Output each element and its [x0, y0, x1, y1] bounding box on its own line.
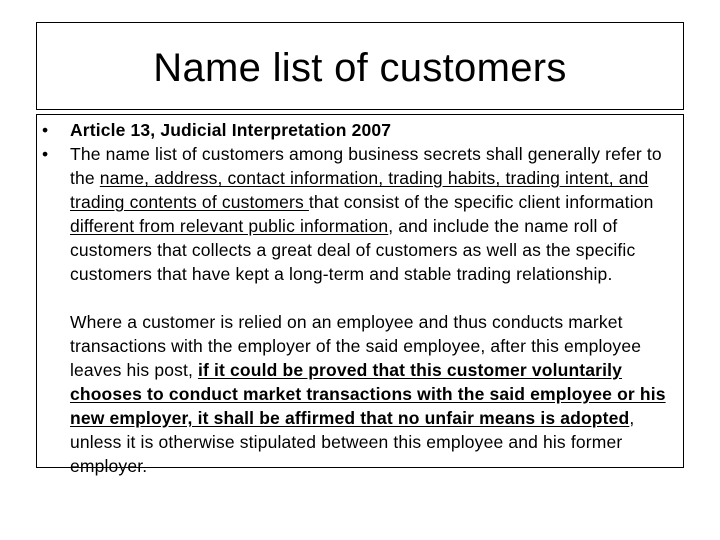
definition-text-part: , and include the name roll of customers that collects a great deal of customers as well as the specific customers that have kept a long-term and stable trading relationship.	[70, 216, 636, 284]
bullet-marker: •	[42, 144, 49, 164]
definition-underlined-contents: name, address, contact information, trading habits, trading intent, and trading contents of customers	[70, 168, 649, 212]
slide-content	[42, 118, 666, 478]
bullet-marker: •	[42, 120, 49, 140]
bullet-article-reference	[42, 118, 666, 142]
definition-text-part: The name list of customers among business secrets shall generally refer to the	[70, 144, 662, 188]
paragraph-emphasized-clause: if it could be proved that this customer voluntarily chooses to conduct market transactions with the said employee or his new employer, it shall be affirmed that no unfair means is adopted	[70, 360, 666, 428]
bullet-definition	[42, 142, 666, 286]
slide-title: Name list of customers	[153, 46, 567, 90]
definition-text-part: that consist of the specific client information	[308, 192, 654, 212]
definition-underlined-public-info: different from relevant public information	[70, 216, 389, 236]
article-reference-text: Article 13, Judicial Interpretation 2007	[70, 120, 392, 140]
title-box	[36, 22, 684, 110]
paragraph-text-part: Where a customer is relied on an employee and thus conducts market transactions with the employer of the said employee, after this employee leaves his post,	[70, 312, 642, 380]
employee-customer-paragraph	[42, 310, 666, 478]
paragraph-text-part: , unless it is otherwise stipulated between this employee and his former employer.	[70, 408, 635, 476]
